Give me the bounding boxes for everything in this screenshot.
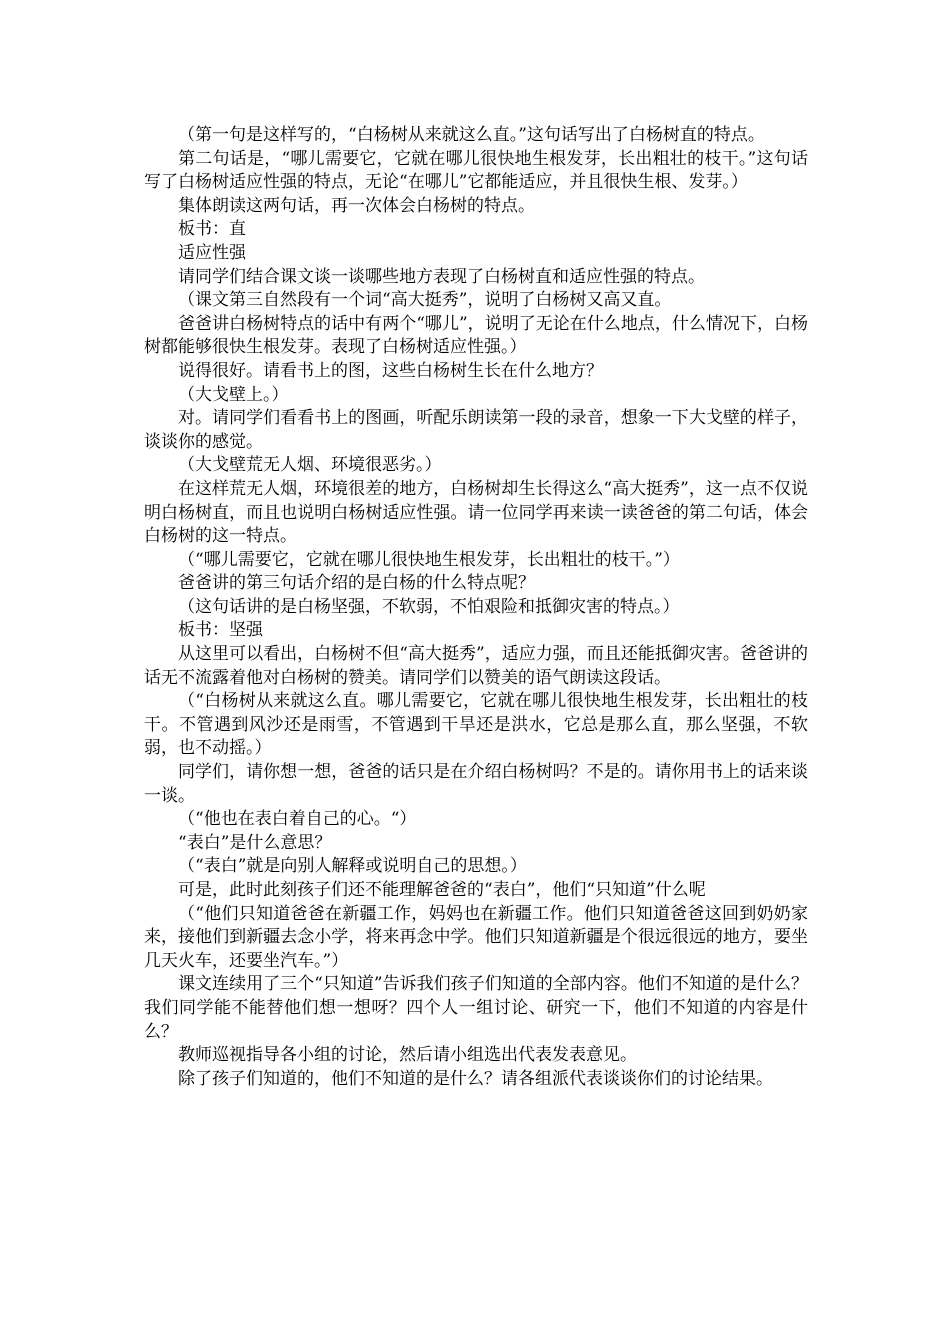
- paragraph: 从这里可以看出，白杨树不但“高大挺秀”，适应力强，而且还能抵御灾害。爸爸讲的话无不流露着他对白杨树的赞美。请同学们以赞美的语气朗读这段话。: [144, 644, 808, 688]
- paragraph: 板书：坚强: [178, 620, 263, 641]
- paragraph: 第二句话是，“哪儿需要它，它就在哪儿很快地生根发芽，长出粗壮的枝干。”这句话写了白杨树适应性强的特点，无论“在哪儿”它都能适应，并且很快生根、发芽。）: [144, 148, 808, 193]
- paragraph: 集体朗读这两句话，再一次体会白杨树的特点。: [178, 195, 535, 216]
- paragraph: （“白杨树从来就这么直。哪儿需要它，它就在哪儿很快地生根发芽，长出粗壮的枝干。不管遇到风沙还是雨雪，不管遇到干旱还是洪水，它总是那么直，那么坚强，不软弱，也不动摇。）: [144, 691, 808, 759]
- paragraph: 在这样荒无人烟，环境很差的地方，白杨树却生长得这么“高大挺秀”，这一点不仅说明白杨树直，而且也说明白杨树适应性强。请一位同学再来读一读爸爸的第二句话，体会白杨树的这一特点。: [144, 478, 808, 547]
- paragraph: （大戈壁上。）: [178, 384, 289, 405]
- paragraph: （“表白”就是向别人解释或说明自己的思想。）: [178, 856, 527, 877]
- paragraph: 爸爸讲的第三句话介绍的是白杨的什么特点呢？: [178, 573, 535, 594]
- paragraph: （“他们只知道爸爸在新疆工作，妈妈也在新疆工作。他们只知道爸爸这回到奶奶家来，接他们到新疆去念小学，将来再念中学。他们只知道新疆是个很远很远的地方，要坐几天火车，还要坐汽车。”）: [144, 903, 808, 971]
- paragraph: （第一句是这样写的，“白杨树从来就这么直。”这句话写出了白杨树直的特点。: [178, 125, 765, 145]
- paragraph: （这句话讲的是白杨坚强，不软弱，不怕艰险和抵御灾害的特点。）: [178, 596, 680, 617]
- paragraph: 板书：直: [178, 219, 246, 240]
- paragraph: （“哪儿需要它，它就在哪儿很快地生根发芽，长出粗壮的枝干。”）: [178, 549, 680, 570]
- paragraph: 请同学们结合课文谈一谈哪些地方表现了白杨树直和适应性强的特点。: [178, 266, 705, 287]
- paragraph: （“他也在表白着自己的心。“）: [178, 809, 417, 830]
- paragraph: 爸爸讲白杨树特点的话中有两个“哪儿”，说明了无论在什么地点，什么情况下，白杨树都能够很快生根发芽。表现了白杨树适应性强。）: [144, 313, 808, 358]
- paragraph: 说得很好。请看书上的图，这些白杨树生长在什么地方？: [178, 360, 603, 381]
- paragraph: 可是，此时此刻孩子们还不能理解爸爸的“表白”，他们“只知道”什么呢: [178, 880, 706, 900]
- paragraph: “表白”是什么意思？: [178, 832, 332, 853]
- paragraph: 对。请同学们看看书上的图画，听配乐朗读第一段的录音，想象一下大戈壁的样子，谈谈你的感觉。: [144, 408, 808, 452]
- document-body: [144, 124, 808, 1091]
- paragraph: 适应性强: [178, 242, 246, 263]
- paragraph: 同学们，请你想一想，爸爸的话只是在介绍白杨树吗？不是的。请你用书上的话来谈一谈。: [144, 762, 808, 806]
- paragraph: 除了孩子们知道的，他们不知道的是什么？请各组派代表谈谈你们的讨论结果。: [178, 1068, 773, 1089]
- paragraph: （课文第三自然段有一个词“高大挺秀”，说明了白杨树又高又直。: [178, 290, 672, 311]
- paragraph: 教师巡视指导各小组的讨论，然后请小组选出代表发表意见。: [178, 1045, 637, 1066]
- paragraph: （大戈壁荒无人烟、环境很恶劣。）: [178, 455, 442, 476]
- paragraph: 课文连续用了三个“只知道”告诉我们孩子们知道的全部内容。他们不知道的是什么？我们同学能不能替他们想一想呀？四个人一组讨论、研究一下，他们不知道的内容是什么？: [144, 974, 808, 1042]
